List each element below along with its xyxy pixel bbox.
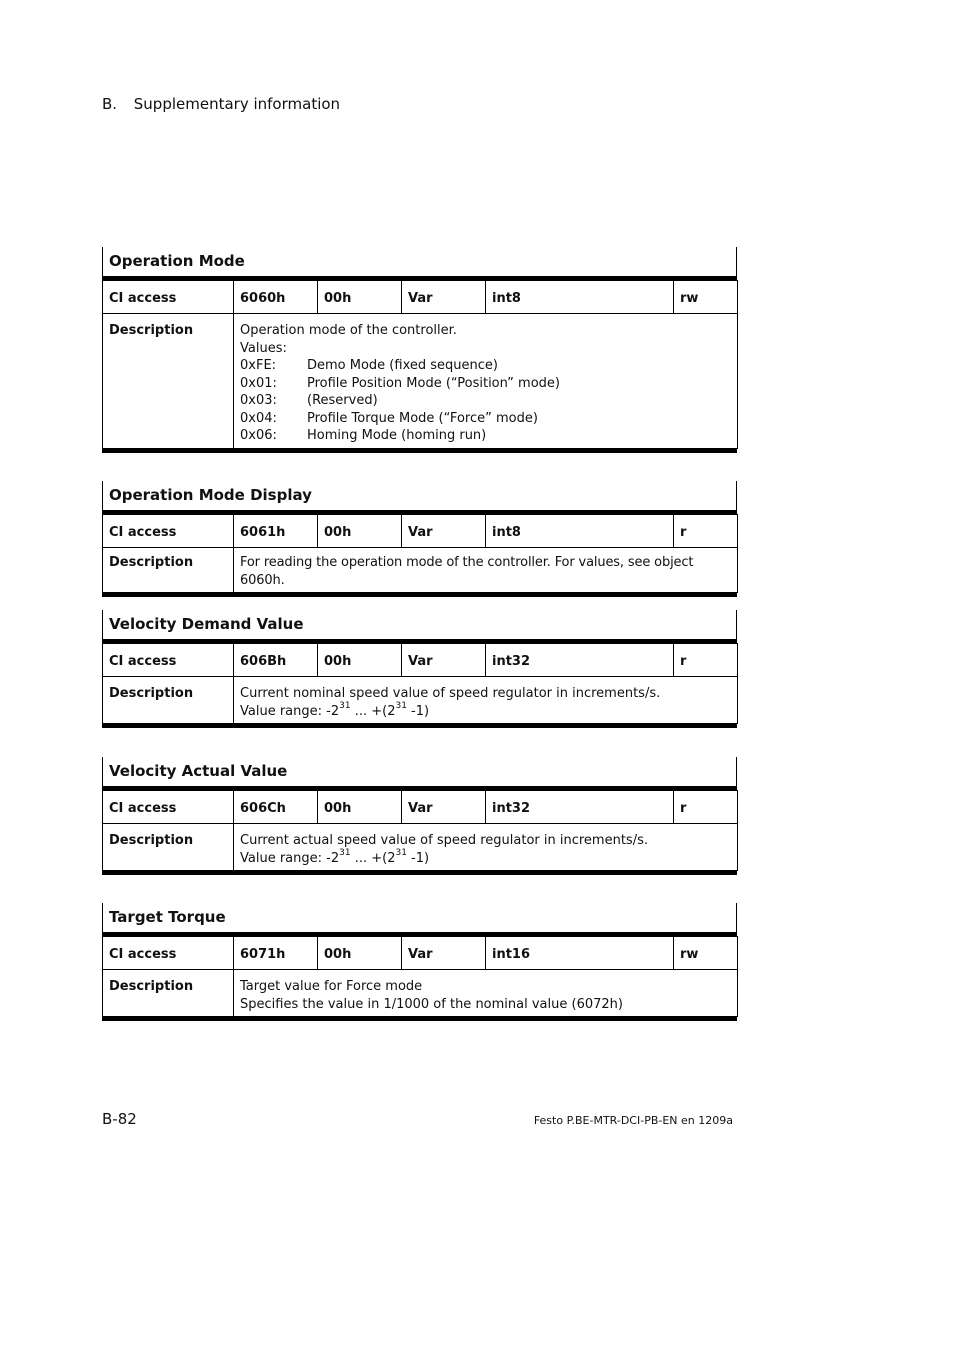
divider bbox=[102, 593, 737, 597]
type-cell: Var bbox=[402, 644, 486, 677]
range-suffix: -1) bbox=[406, 703, 430, 719]
range-suffix: -1) bbox=[406, 850, 430, 866]
object-table-velocity-actual-value bbox=[102, 757, 737, 875]
object-table-operation-mode bbox=[102, 247, 737, 453]
value-text: Demo Mode (fixed sequence) bbox=[307, 358, 498, 373]
divider bbox=[102, 871, 737, 875]
range-exponent: 31 bbox=[395, 848, 407, 859]
value-code: 0x06: bbox=[240, 428, 277, 443]
description-text bbox=[234, 677, 738, 724]
object-table-operation-mode-display bbox=[102, 481, 737, 597]
range-exponent: 31 bbox=[339, 701, 351, 712]
value-range bbox=[240, 850, 731, 868]
value-text: (Reserved) bbox=[307, 393, 378, 408]
value-item bbox=[240, 427, 731, 445]
table-title: Operation Mode Display bbox=[102, 481, 737, 510]
object-table bbox=[102, 280, 738, 449]
divider bbox=[102, 449, 737, 453]
access-label: CI access bbox=[103, 791, 234, 824]
access-row bbox=[103, 644, 738, 677]
rw-cell: r bbox=[674, 644, 738, 677]
description-line: Target value for Force mode bbox=[240, 979, 423, 994]
value-code: 0xFE: bbox=[240, 358, 277, 373]
description-label: Description bbox=[103, 314, 234, 449]
access-label: CI access bbox=[103, 937, 234, 970]
object-table-velocity-demand-value bbox=[102, 610, 737, 728]
type-cell: Var bbox=[402, 515, 486, 548]
object-table bbox=[102, 790, 738, 871]
subindex-cell: 00h bbox=[318, 791, 402, 824]
range-prefix: Value range: -2 bbox=[240, 703, 340, 719]
object-table bbox=[102, 514, 738, 593]
object-table bbox=[102, 643, 738, 724]
value-item bbox=[240, 375, 731, 393]
datatype-cell: int8 bbox=[486, 281, 674, 314]
description-row bbox=[103, 824, 738, 871]
value-text: Homing Mode (homing run) bbox=[307, 428, 487, 443]
value-range bbox=[240, 703, 731, 721]
access-label: CI access bbox=[103, 644, 234, 677]
value-item bbox=[240, 392, 731, 410]
description-label: Description bbox=[103, 677, 234, 724]
description-label: Description bbox=[103, 548, 234, 593]
value-text: Profile Position Mode (“Position” mode) bbox=[307, 375, 560, 391]
description-row bbox=[103, 970, 738, 1017]
subindex-cell: 00h bbox=[318, 515, 402, 548]
subindex-cell: 00h bbox=[318, 281, 402, 314]
value-item bbox=[240, 357, 731, 375]
description-line: Values: bbox=[240, 340, 287, 356]
index-cell: 6061h bbox=[234, 515, 318, 548]
description-line: Current actual speed value of speed regulator in increments/s. bbox=[240, 833, 648, 848]
description-text bbox=[234, 824, 738, 871]
document-reference: Festo P.BE-MTR-DCI-PB-EN en 1209a bbox=[533, 1114, 733, 1127]
divider bbox=[102, 1017, 737, 1021]
access-row bbox=[103, 937, 738, 970]
type-cell: Var bbox=[402, 791, 486, 824]
description-text bbox=[234, 548, 738, 593]
range-mid: ... +(2 bbox=[350, 850, 396, 866]
index-cell: 6060h bbox=[234, 281, 318, 314]
description-row bbox=[103, 314, 738, 449]
divider bbox=[102, 724, 737, 728]
access-row bbox=[103, 281, 738, 314]
datatype-cell: int8 bbox=[486, 515, 674, 548]
description-label: Description bbox=[103, 970, 234, 1017]
description-label: Description bbox=[103, 824, 234, 871]
value-item bbox=[240, 410, 731, 428]
section-number: B. bbox=[102, 95, 118, 113]
page-number: B-82 bbox=[102, 1110, 137, 1128]
range-mid: ... +(2 bbox=[350, 703, 396, 719]
description-line: Specifies the value in 1/1000 of the nominal value (6072h) bbox=[240, 996, 623, 1012]
subindex-cell: 00h bbox=[318, 937, 402, 970]
section-title: Supplementary information bbox=[133, 95, 341, 113]
rw-cell: rw bbox=[674, 937, 738, 970]
description-text bbox=[234, 314, 738, 449]
value-code: 0x04: bbox=[240, 410, 277, 426]
access-row bbox=[103, 515, 738, 548]
value-code: 0x03: bbox=[240, 393, 277, 408]
description-row bbox=[103, 548, 738, 593]
range-exponent: 31 bbox=[395, 701, 407, 712]
range-exponent: 31 bbox=[339, 848, 351, 859]
range-prefix: Value range: -2 bbox=[240, 850, 340, 866]
rw-cell: rw bbox=[674, 281, 738, 314]
table-title: Velocity Actual Value bbox=[102, 757, 737, 786]
access-label: CI access bbox=[103, 515, 234, 548]
table-title: Operation Mode bbox=[102, 247, 737, 276]
index-cell: 606Bh bbox=[234, 644, 318, 677]
rw-cell: r bbox=[674, 515, 738, 548]
description-line: Operation mode of the controller. bbox=[240, 323, 457, 338]
access-label: CI access bbox=[103, 281, 234, 314]
object-table-target-torque bbox=[102, 903, 737, 1021]
description-row bbox=[103, 677, 738, 724]
description-text bbox=[234, 970, 738, 1017]
page-header bbox=[102, 95, 340, 113]
value-code: 0x01: bbox=[240, 375, 277, 391]
rw-cell: r bbox=[674, 791, 738, 824]
description-line: Current nominal speed value of speed regulator in increments/s. bbox=[240, 686, 661, 701]
index-cell: 606Ch bbox=[234, 791, 318, 824]
index-cell: 6071h bbox=[234, 937, 318, 970]
type-cell: Var bbox=[402, 937, 486, 970]
table-title: Velocity Demand Value bbox=[102, 610, 737, 639]
table-title: Target Torque bbox=[102, 903, 737, 932]
subindex-cell: 00h bbox=[318, 644, 402, 677]
value-text: Profile Torque Mode (“Force” mode) bbox=[307, 410, 538, 426]
datatype-cell: int32 bbox=[486, 791, 674, 824]
datatype-cell: int32 bbox=[486, 644, 674, 677]
object-table bbox=[102, 936, 738, 1017]
type-cell: Var bbox=[402, 281, 486, 314]
datatype-cell: int16 bbox=[486, 937, 674, 970]
description-line: For reading the operation mode of the controller. For values, see object 6060h. bbox=[240, 555, 694, 588]
access-row bbox=[103, 791, 738, 824]
